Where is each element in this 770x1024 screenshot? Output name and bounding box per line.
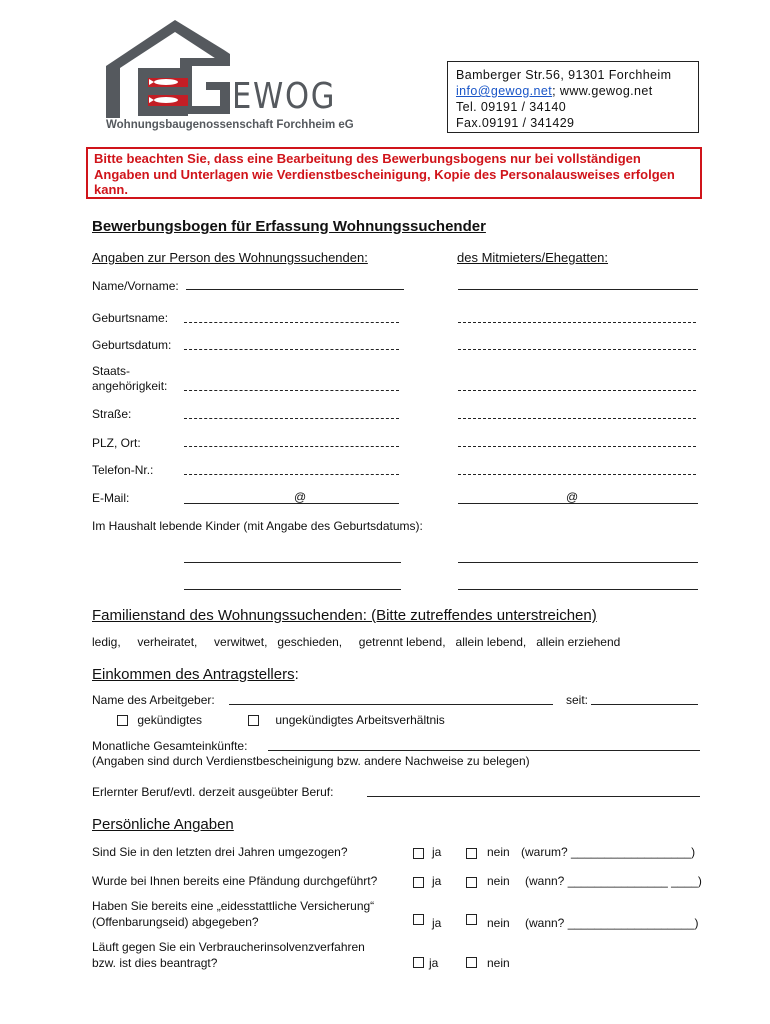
child-field-1[interactable]: [184, 562, 401, 563]
contact-fax: Fax.09191 / 341429: [456, 116, 575, 130]
q3-yes-checkbox[interactable]: [413, 914, 424, 925]
name-field-2[interactable]: [458, 289, 698, 290]
nationality-label-2: angehörigkeit:: [92, 379, 168, 393]
q2-label: Wurde bei Ihnen bereits eine Pfändung durchgeführt?: [92, 874, 378, 888]
monthly-note: (Angaben sind durch Verdienstbescheinigung bzw. andere Nachweise zu belegen): [92, 754, 530, 768]
q3-label-2: (Offenbarungseid) abgegeben?: [92, 915, 259, 929]
q1-no-label: nein: [487, 845, 510, 859]
q4-no-checkbox[interactable]: [466, 957, 477, 968]
child-field-2[interactable]: [458, 562, 698, 563]
notice-box: Bitte beachten Sie, dass eine Bearbeitung des Bewerbungsbogens nur bei vollständigen Angaben und Unterlagen wie Verdienstbescheinigung, Kopie des Personalausweises erfolgen kann.: [86, 147, 702, 199]
income-heading: Einkommen des Antragstellers: [92, 666, 295, 683]
nationality-label-1: Staats-: [92, 364, 131, 378]
job-label: Erlernter Beruf/evtl. derzeit ausgeübter Beruf:: [92, 785, 334, 799]
name-label: Name/Vorname:: [92, 279, 179, 293]
q4-label-2: bzw. ist dies beantragt?: [92, 956, 218, 970]
street-field-1[interactable]: [184, 418, 399, 419]
q2-no-label: nein: [487, 874, 510, 888]
birthdate-field-1[interactable]: [184, 349, 399, 350]
employer-label: Name des Arbeitgeber:: [92, 693, 215, 707]
phone-field-2[interactable]: [458, 474, 696, 475]
since-field[interactable]: [591, 704, 698, 705]
unterminated-checkbox[interactable]: [248, 715, 259, 726]
gewog-logo: [100, 18, 354, 136]
email-at-2: @: [566, 490, 579, 504]
q2-yes-checkbox[interactable]: [413, 877, 424, 888]
name-field-1[interactable]: [186, 289, 404, 290]
q4-no-label: nein: [487, 956, 510, 970]
birthdate-field-2[interactable]: [458, 349, 696, 350]
personal-heading: Persönliche Angaben: [92, 816, 234, 833]
monthly-label: Monatliche Gesamteinkünfte:: [92, 739, 248, 753]
birthname-field-2[interactable]: [458, 322, 696, 323]
birthname-label: Geburtsname:: [92, 311, 169, 325]
email-label: E-Mail:: [92, 491, 130, 505]
page-title: Bewerbungsbogen für Erfassung Wohnungssuchender: [92, 218, 486, 235]
q4-yes-checkbox[interactable]: [413, 957, 424, 968]
q4-yes-label: ja: [429, 956, 439, 970]
unterminated-option[interactable]: [248, 713, 445, 727]
q3-follow[interactable]: (wann? ___________________): [525, 916, 699, 930]
since-label: seit:: [566, 693, 589, 707]
q2-follow[interactable]: (wann? _______________ ____): [525, 874, 702, 888]
birthname-field-1[interactable]: [184, 322, 399, 323]
child-field-4[interactable]: [458, 589, 698, 590]
q1-yes-label: ja: [432, 845, 442, 859]
contact-box: [447, 61, 699, 133]
terminated-label: gekündigtes: [137, 713, 203, 727]
nationality-field-1[interactable]: [184, 390, 399, 391]
unterminated-label: ungekündigtes Arbeitsverhältnis: [275, 713, 445, 727]
contact-email-line: [456, 83, 690, 99]
family-heading: Familienstand des Wohnungssuchenden: (Bitte zutreffendes unterstreichen): [92, 607, 597, 624]
job-field[interactable]: [367, 796, 700, 797]
zip-field-2[interactable]: [458, 446, 696, 447]
q3-no-label: nein: [487, 916, 510, 930]
contact-address: Bamberger Str.56, 91301 Forchheim: [456, 68, 672, 82]
children-label: Im Haushalt lebende Kinder (mit Angabe des Geburtsdatums):: [92, 519, 423, 533]
child-field-3[interactable]: [184, 589, 401, 590]
person-heading-right: des Mitmieters/Ehegatten:: [457, 250, 609, 265]
q2-yes-label: ja: [432, 874, 442, 888]
terminated-option[interactable]: [117, 713, 202, 727]
terminated-checkbox[interactable]: [117, 715, 128, 726]
q1-yes-checkbox[interactable]: [413, 848, 424, 859]
street-field-2[interactable]: [458, 418, 696, 419]
logo-subline: Wohnungsbaugenossenschaft Forchheim eG: [106, 119, 354, 131]
contact-tel: Tel. 09191 / 34140: [456, 100, 567, 114]
q3-label-1: Haben Sie bereits eine „eidesstattliche Versicherung“: [92, 899, 375, 913]
birthdate-label: Geburtsdatum:: [92, 338, 172, 352]
phone-label: Telefon-Nr.:: [92, 463, 154, 477]
nationality-field-2[interactable]: [458, 390, 696, 391]
contact-web: ; www.gewog.net: [552, 84, 653, 98]
income-heading-wrap: [92, 666, 299, 683]
family-options[interactable]: ledig, verheiratet, verwitwet, geschieden, getrennt lebend, allein lebend, allein erziehend: [92, 635, 621, 649]
monthly-field[interactable]: [268, 750, 700, 751]
street-label: Straße:: [92, 407, 132, 421]
q2-no-checkbox[interactable]: [466, 877, 477, 888]
phone-field-1[interactable]: [184, 474, 399, 475]
q1-label: Sind Sie in den letzten drei Jahren umgezogen?: [92, 845, 348, 859]
q3-yes-label: ja: [432, 916, 442, 930]
zip-field-1[interactable]: [184, 446, 399, 447]
email-at-1: @: [294, 490, 307, 504]
person-heading-left: Angaben zur Person des Wohnungssuchenden:: [92, 250, 368, 265]
employer-field[interactable]: [229, 704, 553, 705]
logo-letters: EWOG: [232, 76, 337, 117]
email-field-1[interactable]: [184, 503, 399, 504]
zip-label: PLZ, Ort:: [92, 436, 141, 450]
q4-label-1: Läuft gegen Sie ein Verbraucherinsolvenzverfahren: [92, 940, 365, 954]
q1-follow[interactable]: (warum? __________________): [521, 845, 696, 859]
income-heading-colon: :: [294, 666, 299, 683]
q1-no-checkbox[interactable]: [466, 848, 477, 859]
q3-no-checkbox[interactable]: [466, 914, 477, 925]
contact-email-link[interactable]: info@gewog.net: [456, 84, 553, 98]
